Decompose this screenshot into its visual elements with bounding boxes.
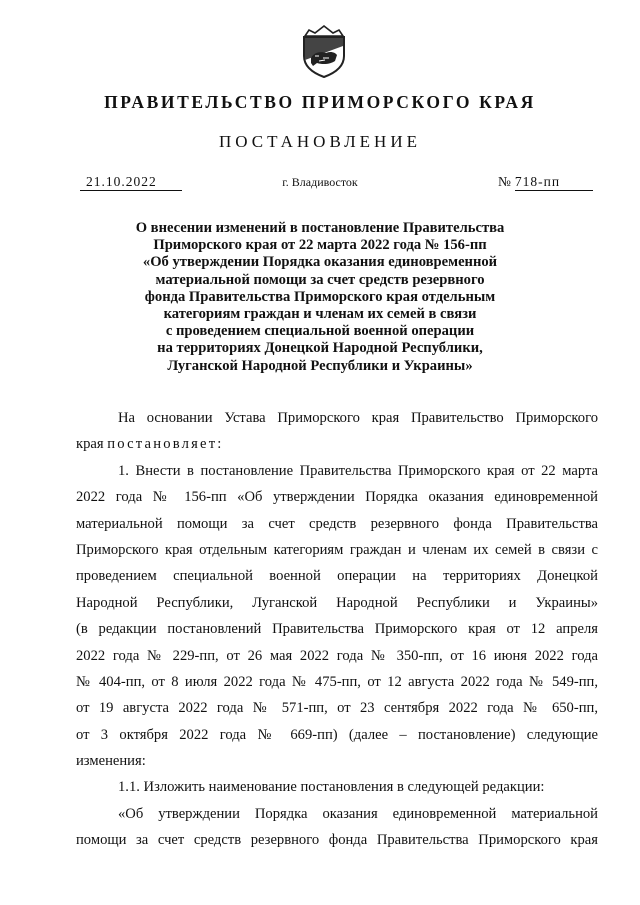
body-text-spaced: постановляет: — [107, 436, 224, 453]
heading-line: «Об утверждении Порядка оказания единовременной — [142, 254, 498, 271]
body-line: изменения: — [76, 753, 146, 770]
body-line: 1. Внести в постановление Правительства Приморского края от 22 марта — [118, 462, 598, 479]
number-label: № — [498, 174, 511, 189]
heading-line: фонда Правительства Приморского края отдельным — [144, 288, 496, 305]
body-line: № 404-пп, от 8 июля 2022 года № 475-пп, от 12 августа 2022 года № 549-пп, — [76, 673, 598, 690]
body-line: Народной Республики, Луганской Народной Республики и Украины» — [76, 594, 598, 611]
heading-line: материальной помощи за счет средств резервного — [155, 271, 485, 288]
body-line: помощи за счет средств резервного фонда Правительства Приморского края — [76, 832, 598, 849]
heading-line: категориям граждан и членам их семей в связи — [163, 306, 477, 323]
body-line: (в редакции постановлений Правительства Приморского края от 12 апреля — [76, 621, 598, 638]
body-line: 1.1. Изложить наименование постановления в следующей редакции: — [118, 779, 545, 796]
heading-line: Приморского края от 22 марта 2022 года № 156-пп — [153, 237, 487, 254]
document-type: ПОСТАНОВЛЕНИЕ — [218, 132, 421, 151]
heading-line: Луганской Народной Республики и Украины» — [167, 357, 473, 374]
body-line: проведением специальной военной операции на территориях Донецкой — [76, 568, 598, 585]
body-line: 2022 года № 156-пп «Об утверждении Порядка оказания единовременной — [76, 489, 598, 506]
body-line — [76, 431, 598, 457]
document-body — [76, 405, 598, 854]
coat-of-arms-icon — [299, 20, 349, 78]
body-text: края — [76, 436, 108, 453]
document-date: 21.10.2022 — [80, 174, 182, 191]
body-line: от 3 октября 2022 года № 669-пп) (далее – постановление) следующие — [76, 726, 598, 743]
document-number — [498, 174, 594, 191]
document-city: г. Владивосток — [282, 175, 358, 189]
heading-line: О внесении изменений в постановление Правительства — [135, 220, 505, 236]
body-line: Приморского края отдельным категориям граждан и членам их семей в связи с — [76, 541, 598, 558]
heading-line: с проведением специальной военной операции — [165, 323, 475, 340]
body-line: На основании Устава Приморского края Правительство Приморского — [118, 410, 598, 426]
number-value: 718-пп — [515, 174, 593, 191]
body-line: 2022 года № 229-пп, от 26 мая 2022 года № 350-пп, от 16 июня 2022 года — [76, 647, 598, 664]
heading-line: на территориях Донецкой Народной Республики, — [157, 340, 483, 357]
body-line: материальной помощи за счет средств резервного фонда Правительства — [76, 515, 598, 532]
government-title: ПРАВИТЕЛЬСТВО ПРИМОРСКОГО КРАЯ — [104, 92, 536, 112]
document-heading — [110, 220, 530, 375]
body-line: «Об утверждении Порядка оказания единовременной материальной — [118, 805, 598, 822]
body-line: от 19 августа 2022 года № 571-пп, от 23 сентября 2022 года № 650-пп, — [76, 700, 598, 717]
